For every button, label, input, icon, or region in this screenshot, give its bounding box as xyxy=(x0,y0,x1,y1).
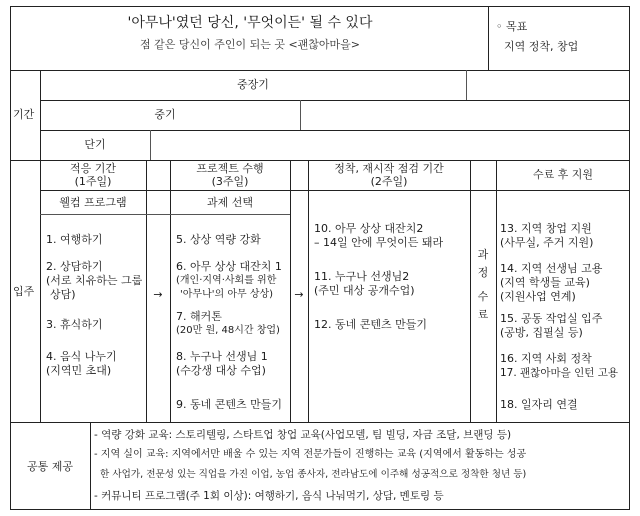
list-item-detail: (사무실, 주거 지원) xyxy=(500,236,594,249)
completion-char: 수 xyxy=(477,290,489,303)
period-label-divider xyxy=(40,70,41,160)
list-item: 7. 해커톤 xyxy=(176,310,222,323)
list-item: 13. 지역 창업 지원 xyxy=(500,222,592,235)
completion-char: 정 xyxy=(477,266,489,279)
list-item: 3. 휴식하기 xyxy=(46,318,103,331)
list-item: 18. 일자리 연결 xyxy=(500,398,578,411)
common-label: 공통 제공 xyxy=(26,460,74,473)
arrow-icon: → xyxy=(294,288,304,301)
program-line xyxy=(40,214,290,215)
col2-duration: (3주일) xyxy=(211,175,249,188)
mid-term-end xyxy=(300,100,301,130)
list-item-detail: (수강생 대상 수업) xyxy=(176,364,266,377)
list-item: 10. 아무 상상 대잔치2 xyxy=(314,222,424,235)
list-item: 14. 지역 선생님 고용 xyxy=(500,262,603,275)
stays-bottom-line xyxy=(10,422,630,423)
period-line-2 xyxy=(40,130,630,131)
completion-char: 료 xyxy=(477,308,489,321)
common-line: 한 사업가, 전문성 있는 직업을 가진 이업, 농업 종사자, 전라남도에 이주해 성공적으로 정착한 청년 등) xyxy=(100,469,527,480)
list-item: 16. 지역 사회 정착 xyxy=(500,352,592,365)
common-label-divider xyxy=(90,422,91,510)
col2-program: 과제 선택 xyxy=(206,196,254,209)
stays-label: 입주 xyxy=(13,285,35,298)
col1-left xyxy=(40,160,41,422)
list-item: 11. 누구나 선생님2 xyxy=(314,270,410,283)
period-long-term: 중장기 xyxy=(237,78,269,91)
list-item: 1. 여행하기 xyxy=(46,233,103,246)
list-item: 2. 상담하기 xyxy=(46,260,103,273)
list-item-detail: 상담) xyxy=(50,288,76,301)
list-item-detail: (지원사업 연계) xyxy=(500,290,576,303)
list-item: 6. 아무 상상 대잔치 1 xyxy=(176,260,282,273)
col3-right xyxy=(470,160,471,422)
col1-duration: (1주일) xyxy=(74,175,112,188)
period-mid-term: 중기 xyxy=(154,108,176,121)
goal-value: 지역 정착, 창업 xyxy=(504,40,579,53)
period-bottom-line xyxy=(10,160,630,161)
arrow-icon: → xyxy=(153,288,163,301)
col2-title: 프로젝트 수행 xyxy=(196,162,264,175)
page-subtitle: 점 같은 당신이 주인이 되는 곳 <괜찮아마을> xyxy=(139,38,361,51)
list-item-detail: (서로 치유하는 그룹 xyxy=(46,274,143,287)
col1-right xyxy=(146,160,147,422)
list-item: 5. 상상 역량 강화 xyxy=(176,233,261,246)
list-item-detail: 17. 괜찮아마을 인턴 고용 xyxy=(500,367,618,379)
list-item: 9. 동네 콘텐츠 만들기 xyxy=(176,398,282,411)
list-item: 8. 누구나 선생님 1 xyxy=(176,350,268,363)
header-bottom-line xyxy=(10,70,630,71)
list-item-detail: (주민 대상 공개수업) xyxy=(314,284,415,297)
list-item-detail: (20만 원, 48시간 창업) xyxy=(176,325,280,336)
column-header-line xyxy=(40,190,630,191)
completion-char: 과 xyxy=(477,248,489,261)
col5-left xyxy=(496,160,497,422)
list-item-detail: (지역민 초대) xyxy=(46,364,112,377)
col5-title: 수료 후 지원 xyxy=(532,168,594,181)
list-item-detail: (지역 학생들 교육) xyxy=(500,276,590,289)
col3-duration: (2주일) xyxy=(370,175,408,188)
col1-title: 적응 기간 xyxy=(69,162,117,175)
col1-program: 웰컴 프로그램 xyxy=(59,196,127,209)
short-term-end xyxy=(150,130,151,160)
goal-label: ◦ 목표 xyxy=(496,20,528,33)
list-item-detail: '아무나'의 아무 상상) xyxy=(180,289,274,300)
period-short-term: 단기 xyxy=(84,138,106,151)
header-divider xyxy=(488,6,489,70)
list-item: 12. 동네 콘텐츠 만들기 xyxy=(314,318,427,331)
list-item-detail: (공방, 집필실 등) xyxy=(500,326,583,339)
period-line-1 xyxy=(40,100,630,101)
col3-left xyxy=(308,160,309,422)
common-line: - 지역 실이 교육: 지역에서만 배울 수 있는 지역 전문가들이 진행하는 교육 (지역에서 활동하는 성공 xyxy=(94,449,527,460)
list-item: 15. 공동 작업실 입주 xyxy=(500,312,603,325)
list-item-detail: – 14일 안에 무엇이든 돼라 xyxy=(314,236,444,249)
col2-left xyxy=(170,160,171,422)
common-line: - 커뮤니티 프로그램(주 1회 이상): 여행하기, 음식 나눠먹기, 상담, 멘토링 등 xyxy=(94,490,444,502)
col2-right xyxy=(290,160,291,422)
common-line: - 역량 강화 교육: 스토리텔링, 스타트업 창업 교육(사업모델, 팀 빌딩, 자금 조달, 브랜딩 등) xyxy=(94,429,512,441)
long-term-end xyxy=(466,70,467,100)
period-label: 기간 xyxy=(13,108,35,121)
list-item-detail: (개인·지역·사회를 위한 xyxy=(176,275,277,286)
list-item: 4. 음식 나누기 xyxy=(46,350,117,363)
col3-title: 정착, 재시작 점검 기간 xyxy=(334,162,444,175)
page-title: '아무나'였던 당신, '무엇이든' 될 수 있다 xyxy=(127,15,373,31)
